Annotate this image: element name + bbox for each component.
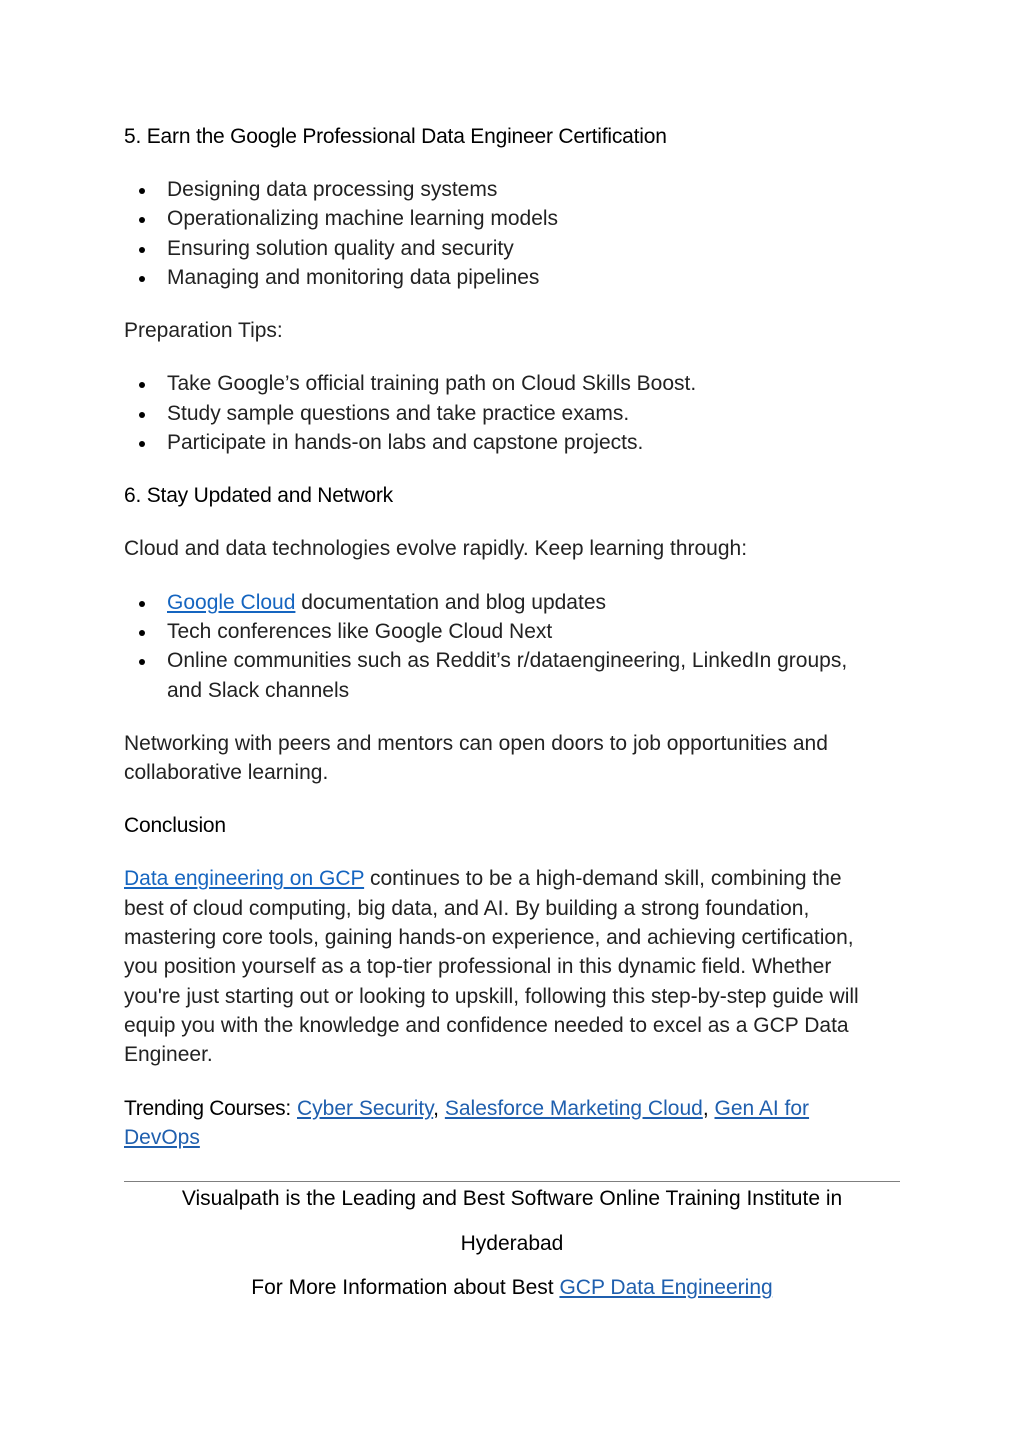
list-item: Online communities such as Reddit’s r/dataengineering, LinkedIn groups, and Slack channels	[124, 646, 884, 705]
footer-divider	[124, 1181, 900, 1182]
bullet-icon	[139, 630, 145, 636]
list-item: Operationalizing machine learning models	[124, 204, 884, 233]
section-6-heading: 6. Stay Updated and Network	[124, 484, 393, 508]
section-6-intro: Cloud and data technologies evolve rapidly. Keep learning through:	[124, 537, 748, 561]
google-cloud-link[interactable]: Google Cloud	[167, 590, 296, 614]
bullet-icon	[139, 412, 145, 418]
bullet-icon	[139, 217, 145, 223]
section-5-heading: 5. Earn the Google Professional Data Engineer Certification	[124, 125, 667, 148]
list-item: Participate in hands-on labs and capstone projects.	[124, 428, 884, 457]
preparation-tips-list	[124, 369, 884, 457]
bullet-icon	[139, 247, 145, 253]
list-item: Google Cloud documentation and blog updates	[124, 588, 884, 617]
document-body	[124, 122, 884, 1152]
bullet-icon	[139, 188, 145, 194]
trending-courses-label: Trending Courses	[124, 1096, 286, 1120]
list-item: Tech conferences like Google Cloud Next	[124, 617, 884, 646]
bullet-icon	[139, 659, 145, 665]
preparation-tips-label: Preparation Tips:	[124, 319, 283, 343]
gen-ai-for-devops-link[interactable]: Gen AI for DevOps	[124, 1096, 810, 1149]
list-item: Designing data processing systems	[124, 175, 884, 204]
cyber-security-link[interactable]: Cyber Security	[297, 1096, 434, 1120]
bullet-icon	[139, 276, 145, 282]
gcp-data-engineering-link[interactable]: GCP Data Engineering	[559, 1276, 773, 1299]
data-engineering-gcp-link[interactable]: Data engineering on GCP	[124, 867, 365, 891]
footer-line-2: Hyderabad	[460, 1232, 564, 1255]
list-item: Study sample questions and take practice exams.	[124, 399, 884, 428]
trending-courses: Trending Courses: Cyber Security, Salesforce Marketing Cloud, Gen AI for DevOps	[124, 1096, 810, 1149]
bullet-icon	[139, 601, 145, 607]
bullet-icon	[139, 441, 145, 447]
footer-line-3: For More Information about Best GCP Data Engineering	[251, 1276, 773, 1299]
networking-paragraph: Networking with peers and mentors can open doors to job opportunities and collaborative learning.	[124, 731, 828, 785]
conclusion-heading: Conclusion	[124, 814, 226, 838]
bullet-icon	[139, 382, 145, 388]
certification-topics-list	[124, 175, 884, 292]
conclusion-paragraph: Data engineering on GCP continues to be a high-demand skill, combining the best of cloud computing, big data, and AI. By building a strong foundation, mastering core tools, gaining hands-on experience, and achieving certification, you position yourself as a top-tier professional in this dynamic field. Whether you're just starting out or looking to upskill, following this step-by-step guide will equip you with the knowledge and confidence needed to excel as a GCP Data Engineer.	[124, 867, 859, 1067]
footer-line-1: Visualpath is the Leading and Best Software Online Training Institute in	[181, 1187, 843, 1210]
list-item: Managing and monitoring data pipelines	[124, 263, 884, 292]
list-item: Ensuring solution quality and security	[124, 234, 884, 263]
learning-resources-list	[124, 588, 884, 705]
salesforce-marketing-cloud-link[interactable]: Salesforce Marketing Cloud	[444, 1096, 703, 1120]
list-item: Take Google’s official training path on Cloud Skills Boost.	[124, 369, 884, 398]
